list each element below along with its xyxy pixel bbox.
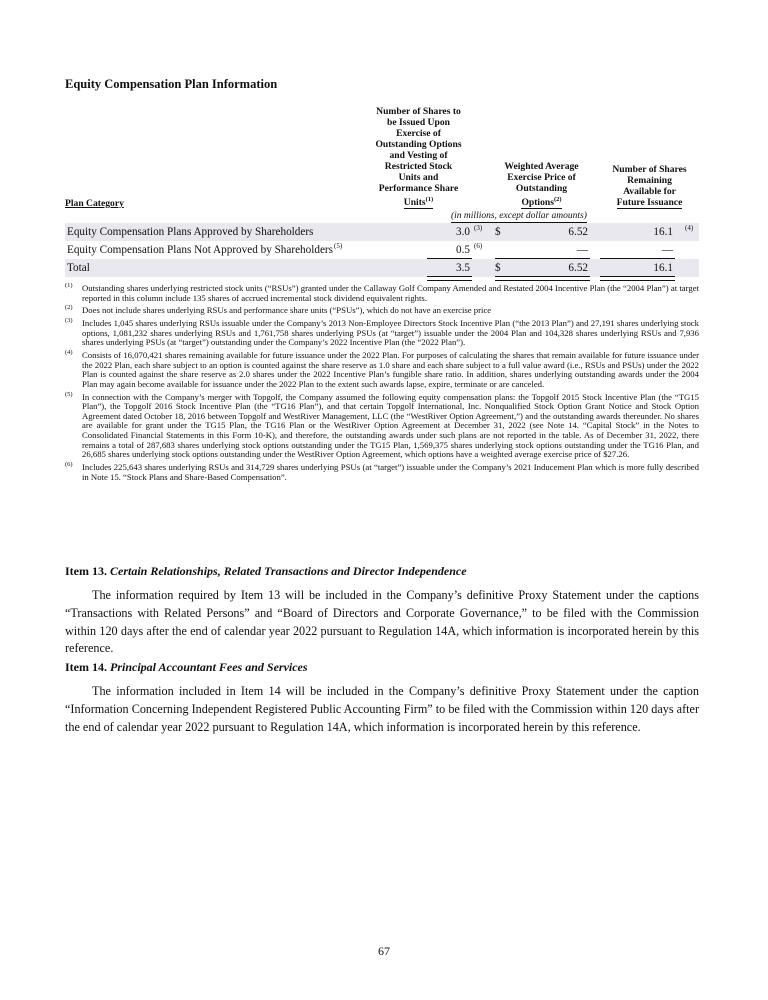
footnote-text: Consists of 16,070,421 shares remaining available for future issuance under the 2022 Plan. For purposes of calculating the shares that remain available for future issuance under the 2022 Plan, each share subject to an option is counted against the share reserve as 1.0 share and each share subject to a full value award (i.e., RSUs and PSUs) under the 2022 Plan is counted against the share reserve as 2.0 shares under the 2022 Incentive Plan’s fungible share ratio. In addition, shares underlying outstanding awards under the 2004 Plan may again become available for issuance under the 2022 Plan to the extent such awards lapse, expire, terminate or are canceled.: [82, 350, 699, 389]
header-line: Weighted Average: [504, 160, 579, 172]
row-price: —: [576, 244, 588, 256]
item13-number: Item 13.: [65, 564, 107, 578]
row-dollar-sign: $: [495, 262, 501, 274]
header-line: Number of Shares to: [376, 105, 461, 117]
row-shares: 3.5: [456, 262, 470, 274]
footnote: [65, 463, 699, 482]
row-remaining: 16.1: [653, 262, 673, 274]
header-underlined: [521, 194, 561, 209]
equity-compensation-table: [65, 107, 699, 277]
header-line: Remaining: [627, 175, 672, 186]
row-remaining: —: [661, 244, 673, 256]
header-line: be Issued Upon: [387, 116, 450, 128]
header-line: [495, 194, 588, 209]
footnote-marker: (2): [65, 304, 73, 312]
row-label: [67, 223, 313, 241]
item13-body: The information required by Item 13 will be included in the Company’s definitive Proxy Statement under the captions “Transactions with Related Persons” and “Board of Directors and Corporate Governance,” to be filed with the Commission within 120 days after the end of calendar year 2022 pursuant to Regulation 14A, which information is incorporated herein by this reference.: [65, 588, 699, 656]
row-shares-footnote: (6): [474, 242, 483, 250]
section-title: Equity Compensation Plan Information: [65, 77, 278, 91]
footnote-marker: (4): [65, 349, 73, 357]
footnote: [65, 390, 699, 460]
row-label: [67, 241, 342, 260]
total-double-rule: [495, 276, 590, 281]
row-price: 6.52: [568, 262, 588, 274]
footnote-marker: (5): [65, 390, 73, 398]
footnote-text: Does not include shares underlying RSUs and performance share units (“PSUs”), which do not have an exercise price: [82, 305, 492, 316]
item14-body: The information included in Item 14 will be included in the Company’s definitive Proxy Statement under the caption “Information Concerning Independent Registered Public Accounting Firm” to be filed with the Commission within 120 days after the end of calendar year 2022 pursuant to Regulation 14A, which information is incorporated herein by this reference.: [65, 684, 699, 734]
footnote-marker: (6): [65, 461, 73, 469]
header-line: Units and: [398, 171, 439, 183]
footnotes: [65, 284, 699, 485]
row-shares: 0.5: [456, 244, 470, 256]
table-row: [65, 223, 699, 241]
header-line: Performance Share: [378, 182, 459, 194]
row-label: [67, 259, 90, 277]
footnote-text: In connection with the Company’s merger with Topgolf, the Company assumed the following equity compensation plans: the Topgolf 2015 Stock Incentive Plan (the “TG15 Plan”), the Topgolf 2016 Stock Incentive Plan (the “TG16 Plan”), and that certain Topgolf International, Inc. Nonqualified Stock Option Grant Notice and Stock Option Agreement dated October 18, 2016 between Topgolf and WestRiver Management, LLC (the “WestRiver Option Agreement,”) and the outstanding awards thereunder. No shares are available for grant under the TG15 Plan, the TG16 Plan or the WestRiver Option Agreement at December 31, 2022 (see Note 14. “Capital Stock” in the Notes to Consolidated Financial Statements in this Form 10-K), and therefore, the outstanding awards under such plans are not reported in the table. As of December 31, 2022, there remains a total of 287,683 shares underlying stock options outstanding under the TG15 Plan, 1,569,375 shares underlying stock options outstanding under the TG16 Plan, and 26,685 shares underlying stock options outstanding under the WestRiver Option Agreement, which options have a weighted average exercise price of $27.26.: [82, 391, 699, 460]
header-line: Exercise of: [396, 127, 441, 139]
row-shares: 3.0: [456, 226, 470, 238]
row-remaining: 16.1: [653, 226, 673, 238]
total-double-rule: [600, 276, 675, 281]
table-row: [65, 241, 699, 259]
header-line: and Vesting of: [389, 149, 448, 161]
footnote: [65, 351, 699, 389]
row-price: 6.52: [568, 226, 588, 238]
row-label-footnote: (5): [334, 242, 343, 250]
header-shares-to-be-issued: [367, 106, 470, 209]
header-footnote-marker: (2): [553, 195, 562, 203]
header-line: Restricted Stock: [384, 160, 453, 172]
header-footnote-marker: (1): [425, 195, 434, 203]
header-line: Available for: [623, 186, 676, 197]
row-remaining-footnote: (4): [685, 224, 694, 232]
total-double-rule: [427, 276, 472, 281]
item14-number: Item 14.: [65, 660, 107, 674]
footnote-marker: (3): [65, 317, 73, 325]
units-note-row: [65, 209, 699, 223]
footnote: [65, 306, 699, 316]
page-number: 67: [378, 944, 390, 958]
header-line: Number of Shares: [612, 164, 687, 175]
header-last-word: Units: [403, 197, 426, 208]
header-line: [600, 197, 699, 209]
header-line: Exercise Price of: [507, 171, 576, 183]
header-line: [367, 194, 470, 209]
header-plan-category: Plan Category: [65, 198, 124, 209]
footnote-marker: (1): [65, 282, 73, 289]
row-label-text: Equity Compensation Plans Not Approved by Shareholders: [67, 244, 333, 256]
header-last-word: Options: [521, 197, 554, 208]
item13-heading: [65, 564, 467, 579]
row-shares-footnote: (3): [474, 224, 483, 232]
header-line: Outstanding Options: [375, 138, 462, 150]
footnote-text: Includes 1,045 shares underlying RSUs issuable under the Company’s 2013 Non-Employee Directors Stock Incentive Plan (“the 2013 Plan”) and 27,191 shares underlying stock options, 1,081,232 shares underlying RSUs and 1,761,758 shares underlying PSUs (at “target”) issuable under the 2004 Plan and 104,328 shares underlying RSUs and 7,936 shares underlying PSUs (at “target”) outstanding under the Company’s 2022 Incentive Plan (the “2022 Plan”).: [82, 318, 699, 348]
header-underlined: [404, 194, 433, 209]
header-underlined: Future Issuance: [616, 197, 683, 208]
item13-title: Certain Relationships, Related Transactions and Director Independence: [110, 564, 467, 578]
footnote-text: Outstanding shares underlying restricted stock units (“RSUs”) granted under the Callaway Golf Company Amended and Restated 2004 Incentive Plan (the “2004 Plan”) at target reported in this column include 135 shares of accrued incremental stock dividend equivalent rights.: [82, 283, 699, 303]
footnote: [65, 319, 699, 348]
footnote: [65, 284, 699, 303]
table-row-total: [65, 259, 699, 277]
footnote-text: Includes 225,643 shares underlying RSUs and 314,729 shares underlying PSUs (at “target”) issuable under the Company’s 2021 Inducement Plan which is more fully described in Note 15. “Stock Plans and Share-Based Compensation”.: [82, 462, 699, 482]
item14-title: Principal Accountant Fees and Services: [110, 660, 308, 674]
row-dollar-sign: $: [495, 226, 501, 238]
header-line: Outstanding: [515, 182, 568, 194]
header-weighted-average-price: [495, 161, 588, 209]
table-header: [65, 107, 699, 209]
item14-heading: [65, 660, 308, 675]
units-note: (in millions, except dollar amounts): [451, 211, 587, 221]
header-shares-remaining: [600, 164, 699, 209]
row-label-text: Total: [67, 262, 90, 274]
row-label-text: Equity Compensation Plans Approved by Shareholders: [67, 226, 314, 238]
